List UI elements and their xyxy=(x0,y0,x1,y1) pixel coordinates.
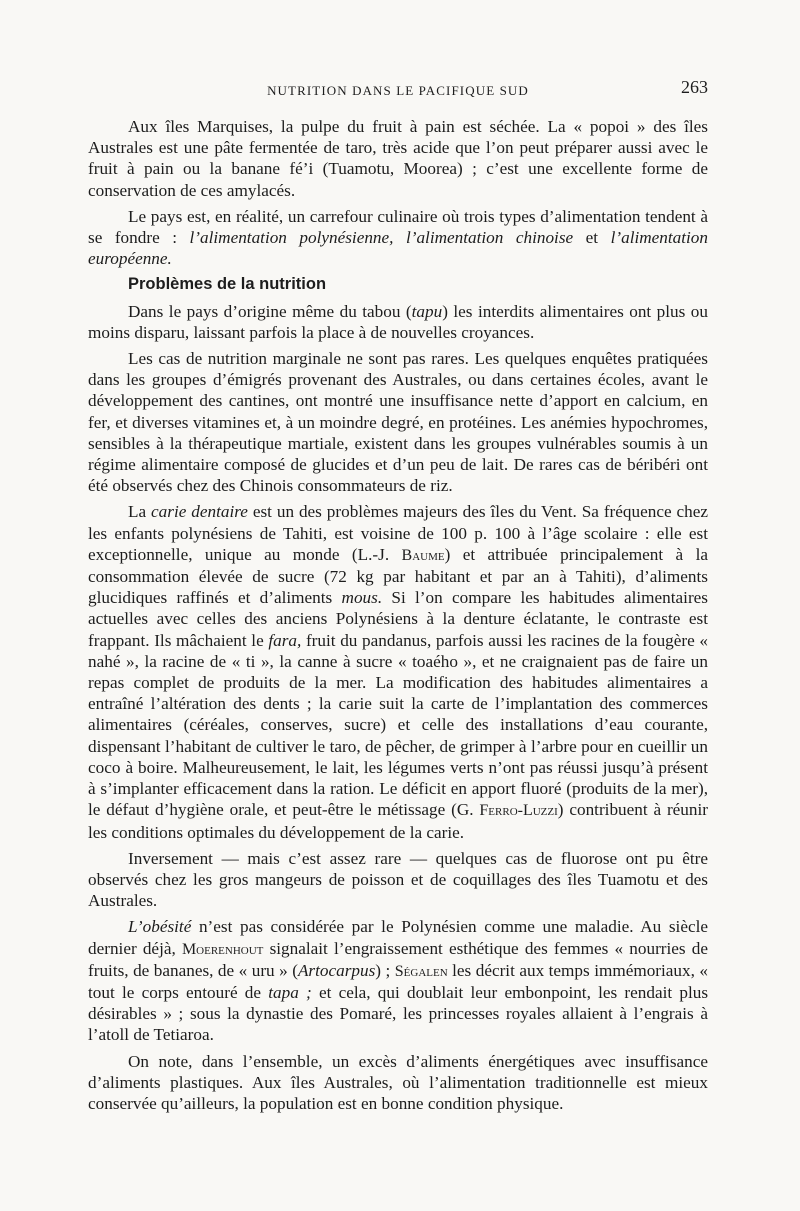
section-heading: Problèmes de la nutrition xyxy=(128,275,327,294)
running-title: NUTRITION DANS LE PACIFIQUE SUD xyxy=(267,83,529,98)
paragraph-nutrition-marginale: Les cas de nutrition marginale ne sont pas rares. Les quelques enquêtes pratiquées dans les groupes d’émigrés provenant des Australes, ou dans certaines écoles, avant le développement des cantines, ont montré une insuffisance nette d’apport en calcium, en fer, et diverses vitamines et, à un moindre degré, en protéines. Les anémies hypochromes, sensibles à la thérapeutique martiale, existent dans les groupes vulnérables soumis à un régime alimentaire composé de glucides et d’un peu de lait. De rares cas de béribéri ont été observés chez des Chinois consommateurs de riz. xyxy=(88,349,708,496)
paragraph-marquises: Aux îles Marquises, la pulpe du fruit à pain est séchée. La « popoi » des îles Australes est une pâte fermentée de taro, très acide que l’on peut préparer aussi avec le fruit à pain ou la banane fé’i (Tuamotu, Moorea) ; c’est une excellente forme de conservation de ces amylacés. xyxy=(88,117,708,200)
page-number: 263 xyxy=(681,77,708,97)
paragraph-fluorose: Inversement — mais c’est assez rare — quelques cas de fluorose ont pu être observés chez les gros mangeurs de poisson et de coquillages des îles Tuamotu et des Australes. xyxy=(88,848,708,911)
paragraph-obesite: L’obésité n’est pas considérée par le Polynésien comme une maladie. Au siècle dernier déjà, Moerenhout signalait l’engraissement esthétique des femmes « nourries de fruits, de bananes, de « uru » (Artocarpus) ; Ségalen les décrit aux temps immémoriaux, « tout le corps entouré de tapa ; et cela, qui doublait leur embonpoint, les rendait plus désirables » ; sous la dynastie des Pomaré, les princesses royales allaient à l’engrais à l’atoll de Tetiaroa. xyxy=(88,917,709,1045)
article-body xyxy=(88,116,708,1119)
paragraph-exces-energetiques: On note, dans l’ensemble, un excès d’aliments énergétiques avec insuffisance d’aliments plastiques. Aux îles Australes, où l’alimentation traditionnelle est mieux conservée qu’ailleurs, la population est en bonne condition physique. xyxy=(88,1051,708,1113)
paragraph-carrefour-culinaire: Le pays est, en réalité, un carrefour culinaire où trois types d’alimentation tendent à se fondre : l’alimentation polynésienne, l’alimentation chinoise et l’alimentation européenne. xyxy=(88,206,708,269)
running-header xyxy=(88,77,708,100)
paragraph-tabou: Dans le pays d’origine même du tabou (tapu) les interdits alimentaires ont plus ou moins disparu, laissant parfois la place à de nouvelles croyances. xyxy=(88,301,708,342)
paragraph-carie-dentaire: La carie dentaire est un des problèmes majeurs des îles du Vent. Sa fréquence chez les enfants polynésiens de Tahiti, est voisine de 100 p. 100 à l’âge scolaire : elle est exceptionnelle, unique au monde (L.-J. Baume) et attribuée principalement à la consommation élevée de sucre (72 kg par habitant et par an à Tahiti), d’aliments glucidiques raffinés et d’aliments mous. Si l’on compare les habitudes alimentaires actuelles avec celles des anciens Polynésiens à la denture éclatante, le contraste est frappant. Ils mâchaient le fara, fruit du pandanus, parfois aussi les racines de la fougère « nahé », la racine de « ti », la canne à sucre « toaého », et ne craignaient pas de faire un repas complet de produits de la mer. La modification des habitudes alimentaires a entraîné l’altération des dents ; la carie suit la carte de l’implantation des commerces alimentaires (céréales, conserves, sucre) et celle des installations d’eau courante, dispensant l’habitant de cultiver le taro, de pêcher, de grimper à l’arbre pour en cueillir un coco à boire. Malheureusement, le lait, les légumes verts n’ont pas réussi jusqu’à présent à s’implanter efficacement dans la ration. Le déficit en apport fluoré (produits de la mer), le défaut d’hygiène orale, et peut-être le métissage (G. Ferro-Luzzi) contribuent à réunir les conditions optimales du développement de la carie. xyxy=(88,502,708,842)
